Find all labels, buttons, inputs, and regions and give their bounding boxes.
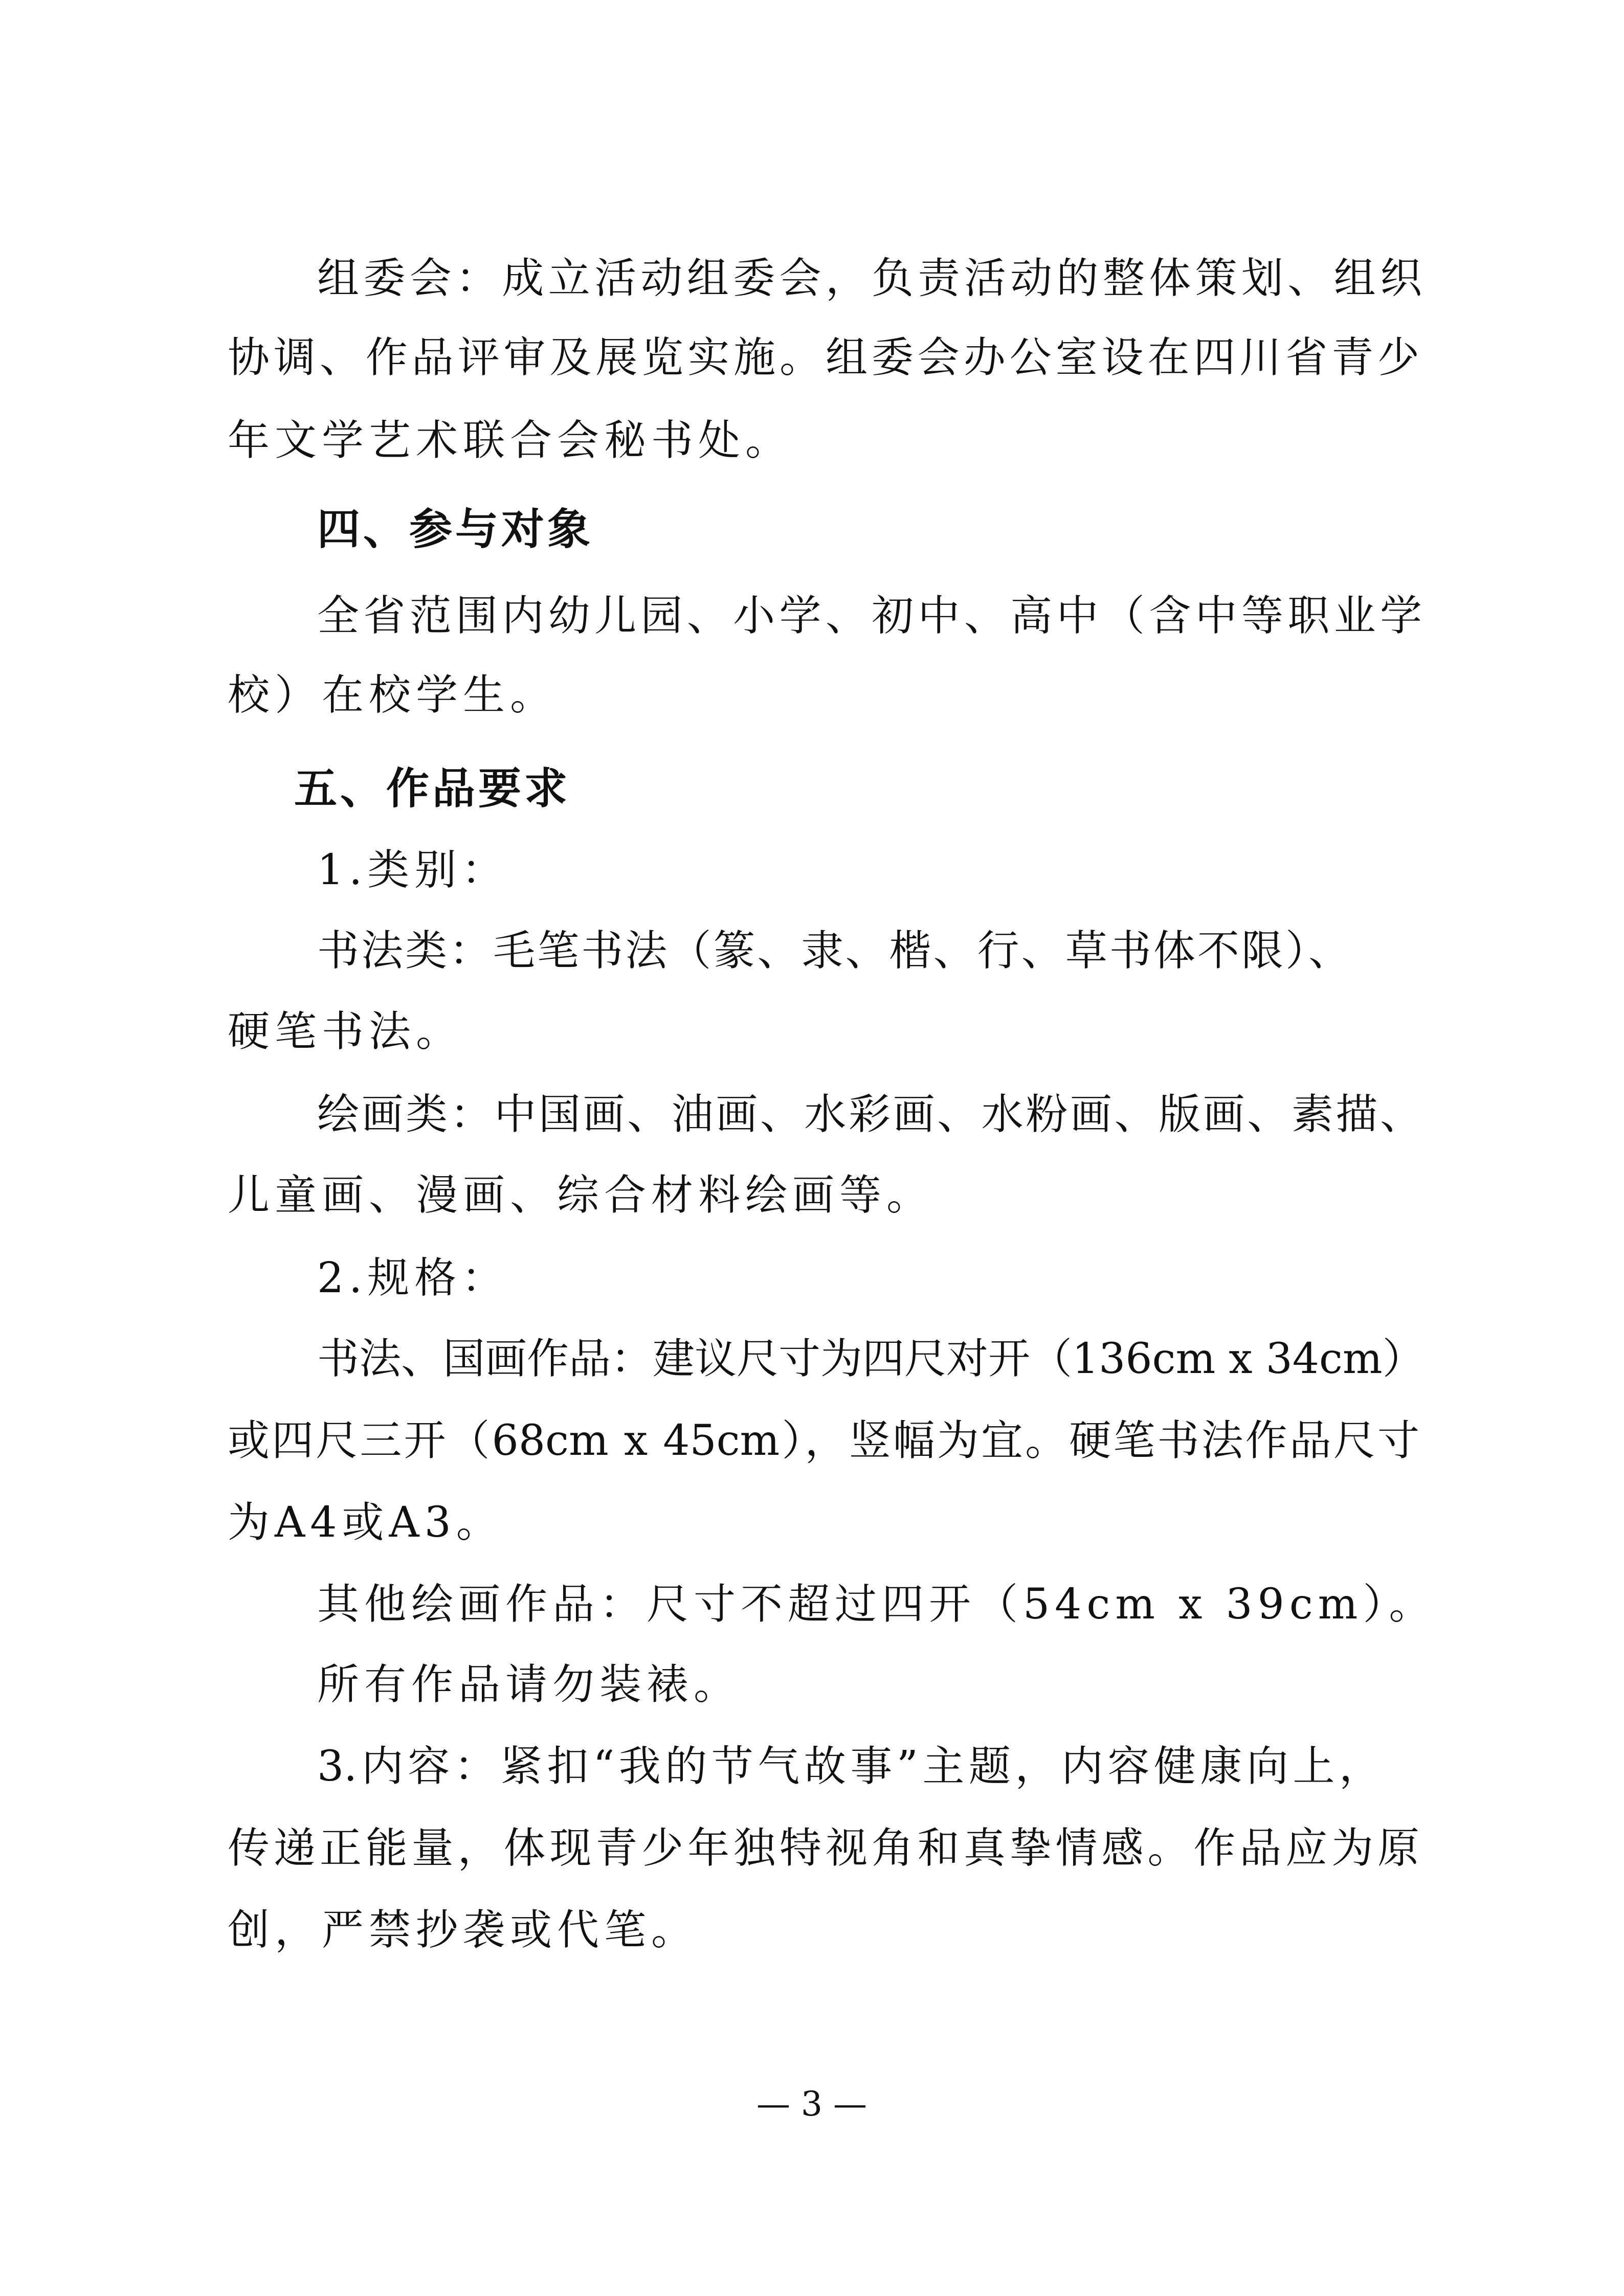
paragraph-line: 组委会：成立活动组委会，负责活动的整体策划、组织 bbox=[317, 254, 1422, 303]
paragraph-line: 传递正能量，体现青少年独特视角和真挚情感。作品应为原 bbox=[228, 1824, 1419, 1873]
paragraph-line: 年文学艺术联合会秘书处。 bbox=[228, 416, 793, 465]
paragraph-line: 创，严禁抄袭或代笔。 bbox=[228, 1906, 699, 1954]
section-heading-participants: 四、参与对象 bbox=[317, 504, 594, 554]
paragraph-line: 其他绘画作品：尺寸不超过四开（54cm x 39cm）。 bbox=[317, 1580, 1436, 1629]
paragraph-line: 1.类别： bbox=[317, 846, 509, 894]
paragraph-line: 或四尺三开（68cm x 45cm），竖幅为宜。硬笔书法作品尺寸 bbox=[228, 1416, 1419, 1465]
paragraph-line: 校）在校学生。 bbox=[228, 671, 558, 719]
paragraph-line: 协调、作品评审及展览实施。组委会办公室设在四川省青少 bbox=[228, 333, 1419, 382]
paragraph-line: 为A4或A3。 bbox=[228, 1498, 503, 1547]
page-number: — 3 — bbox=[757, 2084, 867, 2124]
section-heading-work-requirements: 五、作品要求 bbox=[294, 763, 571, 814]
paragraph-line: 硬笔书法。 bbox=[228, 1007, 463, 1056]
paragraph-line: 儿童画、漫画、综合材料绘画等。 bbox=[228, 1171, 934, 1220]
paragraph-line: 书法、国画作品：建议尺寸为四尺对开（136cm x 34cm） bbox=[317, 1335, 1425, 1383]
paragraph-line: 全省范围内幼儿园、小学、初中、高中（含中等职业学 bbox=[317, 592, 1422, 640]
paragraph-line: 书法类：毛笔书法（篆、隶、楷、行、草书体不限）、 bbox=[317, 927, 1350, 975]
paragraph-line: 2.规格： bbox=[317, 1254, 509, 1302]
paragraph-line: 所有作品请勿装裱。 bbox=[317, 1660, 741, 1709]
paragraph-line: 3.内容：紧扣“我的节气故事”主题，内容健康向上， bbox=[317, 1742, 1381, 1791]
paragraph-line: 绘画类：中国画、油画、水彩画、水粉画、版画、素描、 bbox=[317, 1090, 1422, 1139]
